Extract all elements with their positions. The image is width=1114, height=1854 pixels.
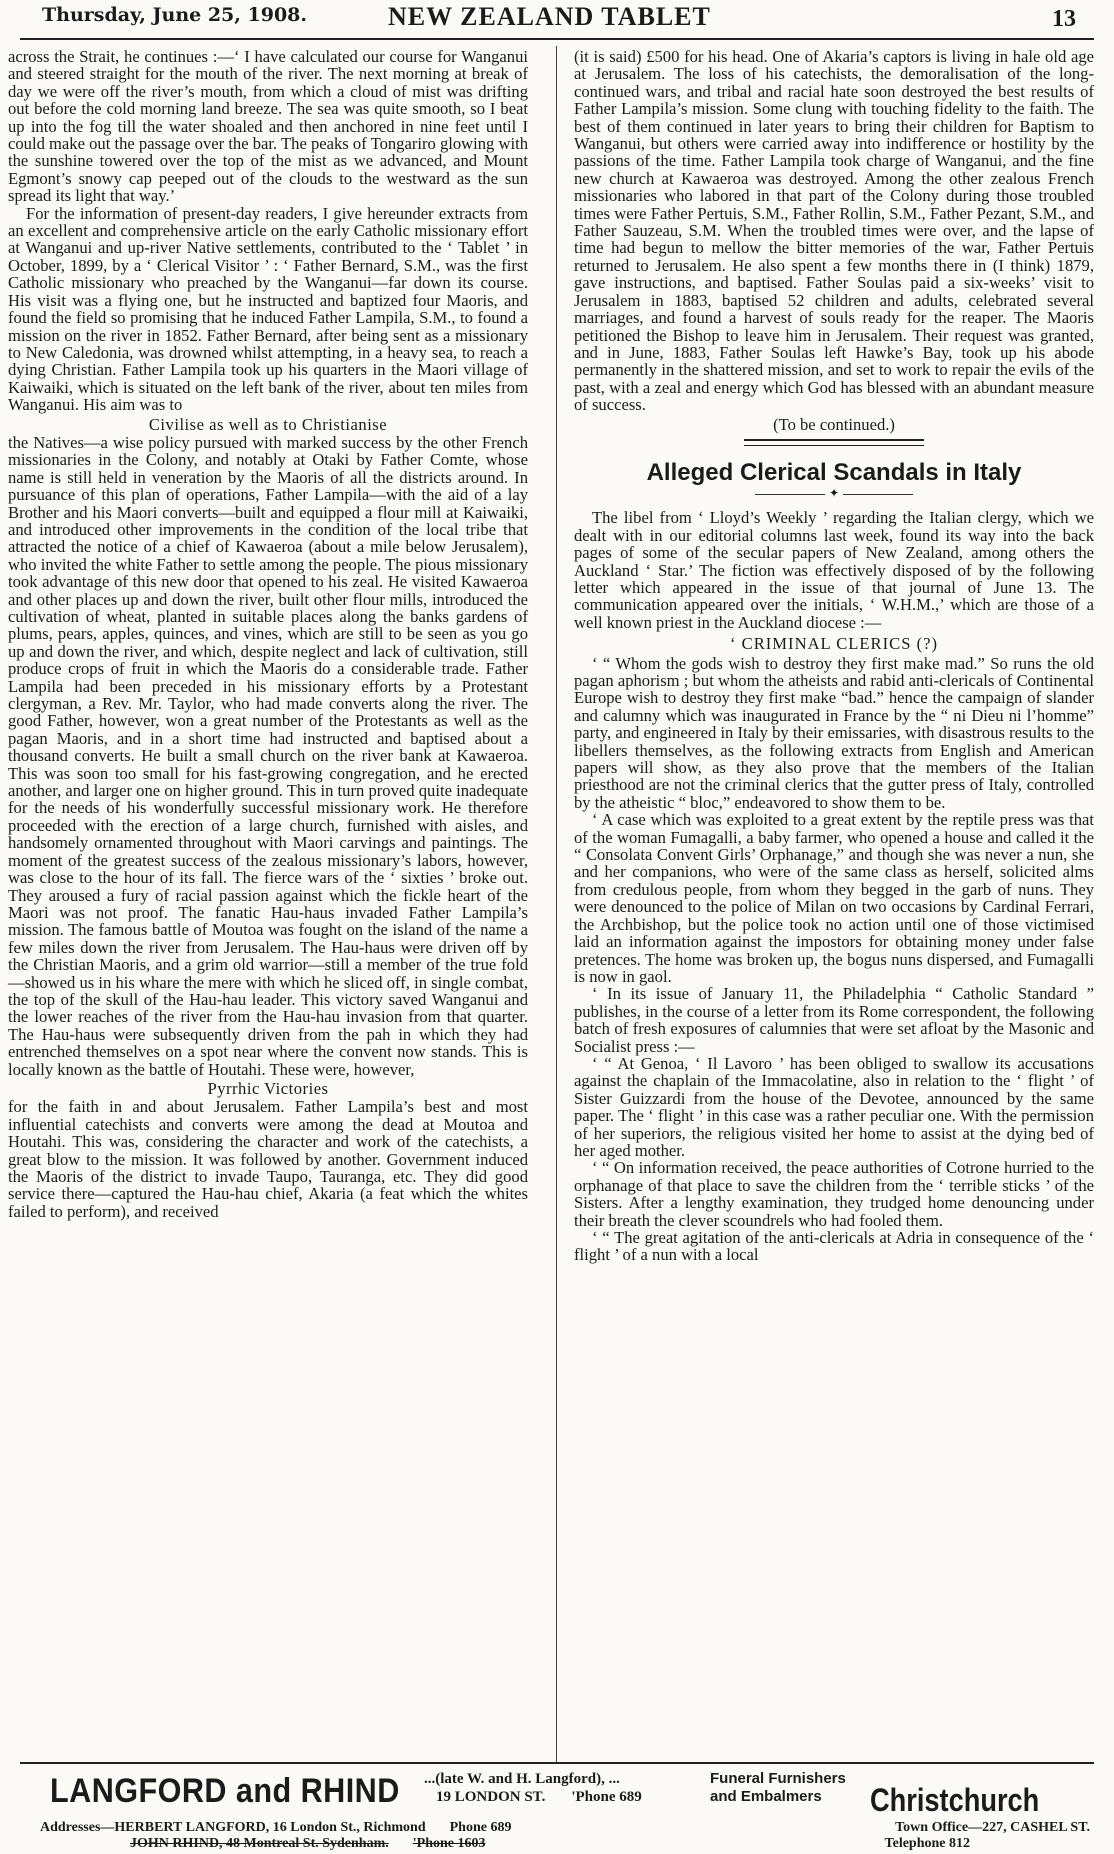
advert-late-line: ...(late W. and H. Langford), ... [424, 1771, 620, 1787]
issue-date: Thursday, June 25, 1908. [42, 4, 308, 26]
advertisement [20, 1766, 1094, 1854]
advert-address-text: JOHN RHIND, 48 Montreal St. Sydenham. [130, 1836, 389, 1851]
advert-previous-firm [424, 1770, 642, 1806]
continued-note: (To be continued.) [773, 414, 895, 434]
article-subheading: Civilise as well as to Christianise [148, 414, 388, 434]
letter-title: ‘ CRIMINAL CLERICS (?) [729, 634, 939, 654]
advert-town-office [710, 1820, 1090, 1852]
advert-service-line: Funeral Furnishers [710, 1770, 846, 1787]
article-paragraph: across the Strait, he continues :—‘ I have calculated our course for Wanganui and steered straight for the mouth of the river. The next morning at break of day we were off the river’s mouth, from which a cloud of mist was drifting out before the cold morning land breeze. The sea was quite smooth, so I beat up into the fog till the water shoaled and then anchored in nine feet until I could make out the passage over the bar. The peaks of Tongariro glowing with the sunshine towered over the top of the mist as we advanced, and Mount Egmont’s snowy cap peeped out of the clouds to the westward as the sun spread its light that way.’ [8, 47, 528, 206]
advert-address-text: Addresses—HERBERT LANGFORD, 16 London St., Richmond [40, 1820, 426, 1835]
masthead [20, 0, 1094, 40]
article-paragraph: (it is said) £500 for his head. One of Akaria’s captors is living in hale old age at Jerusalem. The loss of his catechists, the demoralisation of the long-continued wars, and tribal and racial hate soon destroyed the best results of Father Lampila’s mission. Some clung with touching fidelity to the faith. The best of them continued in later years to bring their children for Baptism to Wanganui, but others were carried away into indifference or hostility by the passions of the time. Father Lampila took charge of Wanganui, and the fine new church at Kawaeroa was destroyed. Among the other zealous French missionaries who labored in that part of the Colony during those troubled times were Father Pertuis, S.M., Father Rollin, S.M., Father Pezant, S.M., and Father Sauzeau, S.M. When the troubled times were over, and the lapse of time had begun to mellow the bitter memories of the war, Father Pertuis returned to Jerusalem. He also spent a few months there in (I think) 1879, gave instructions, and baptised. Father Soulas paid a six-weeks’ visit to Jerusalem in 1883, baptised 52 children and adults, celebrated several marriages, and found a harvest of souls ready for the reaper. The Maoris petitioned the Bishop to leave him in Jerusalem. Their request was granted, and in June, 1883, Father Soulas left Hawke’s Bay, took up his abode permanently in the shattered mission, and set to work to repair the evils of the past, with a zeal and energy which God has blessed with an abundant measure of success. [574, 47, 1094, 415]
advert-services [710, 1770, 846, 1806]
advert-telephone: Telephone 812 [884, 1836, 970, 1851]
article-paragraph: the Natives—a wise policy pursued with marked success by the other French missionaries in the Colony, and notably at Otaki by Father Comte, whose name is still held in veneration by the Maoris of all the districts around. In pursuance of this plan of operations, Father Lampila—with the aid of a lay Brother and his Maori converts—built and equipped a flour mill at Kaiwaiki, and introduced other improvements in the condition of the local tribe that attracted the notice of a chief of Kawaeroa (about a mile below Jerusalem), who invited the white Father to settle among the people. The pious missionary took advantage of this new door that opened to his zeal. He visited Kawaeroa and other places up and down the river, built other flour mills, introduced the cultivation of wheat, planted in suitable places along the banks gardens of plums, pears, apples, quinces, and vines, which are still to be seen as you go up and down the river, and which, despite neglect and lack of cultivation, still produce crops of fruit in which the Maoris do a considerable trade. Father Lampila had been preceded in his missionary efforts by a Protestant clergyman, a Rev. Mr. Taylor, who had made converts along the river. The good Father, however, won a great number of the Protestants as well as the pagan Maoris, and in a short time had instructed and baptised about a thousand converts. He built a small church on the river bank at Kawaeroa. This was soon too small for his fast-growing congregation, and he erected another, and larger one on higher ground. This in turn proved quite inadequate for the needs of his wonderfully successful missionary work. He therefore proceeded with the erection of a large church, furnished with aisles, and handsomely ornamented throughout with Maori carvings and paintings. The moment of the greatest success of the zealous missionary’s labors, however, was close to the hour of its fall. The fierce wars of the ‘ sixties ’ broke out. They aroused a fury of racial passion against which the fickle heart of the Maori was not proof. The fanatic Hau-haus invaded Father Lampila’s mission. The famous battle of Moutoa was fought on the island of the name a few miles down the river from Jerusalem. The Hau-haus were driven off by the Christian Maoris, and a grim old warrior—still a member of the true fold—showed us in his whare the mere with which he sliced off, in single combat, the top of the skull of the Hau-hau leader. This victory saved Wanganui and the lower reaches of the river from the Hau-hau invasion from that quarter. The Hau-haus were subsequently driven from the pah in which they had entrenched themselves on a spot near where the convent now stands. This is locally known as the battle of Houtahi. These were, however, [8, 432, 528, 1079]
advert-service-line: and Embalmers [710, 1788, 822, 1805]
advert-address-line [40, 1820, 511, 1836]
advert-addresses [40, 1820, 511, 1852]
article-paragraph: ‘ “ At Genoa, ‘ Il Lavoro ’ has been obliged to swallow its accusations against the chaplain of the Immacolatine, also in relation to the ‘ flight ’ of Sister Guizzardi from the house of the Devotee, announced by the same paper. The ‘ flight ’ in this case was a rather peculiar one. With the permission of her superiors, the religious visited her home to assist at the dying bed of her aged mother. [574, 1053, 1094, 1160]
ornament-divider: ✦ [574, 487, 1094, 499]
article-paragraph: ‘ In its issue of January 11, the Philadelphia “ Catholic Standard ” publishes, in the course of a letter from its Rome correspondent, the following batch of fresh exposures of calumnies that were set afloat by the Masonic and Socialist press :— [574, 984, 1094, 1056]
advert-address-line [40, 1836, 511, 1852]
article-paragraph: ‘ “ On information received, the peace authorities of Cotrone hurried to the orphanage of that place to save the children from the ‘ terrible sticks ’ of the Sisters. After a lengthy examination, they trudged home denouncing under their breath the clever scoundrels who had fooled them. [574, 1158, 1094, 1230]
article-heading: Alleged Clerical Scandals in Italy [646, 458, 1022, 486]
article-paragraph: ‘ “ The great agitation of the anti-clericals at Adria in consequence of the ‘ flight ’ of a nun with a local [574, 1228, 1094, 1265]
column-divider [556, 46, 557, 1762]
advert-city: Christchurch [870, 1782, 1040, 1818]
page-number: 13 [1052, 6, 1076, 32]
advert-town-line: Town Office—227, CASHEL ST. [895, 1820, 1090, 1835]
article-paragraph: The libel from ‘ Lloyd’s Weekly ’ regarding the Italian clergy, which we dealt with in our editorial columns last week, found its way into the back pages of some of the secular papers of New Zealand, among others the Auckland ‘ Star.’ The fiction was effectively disposed of by the following letter which appeared in the issue of that journal of June 13. The communication appeared over the initials, ‘ W.H.M.,’ which are those of a well known priest in the Auckland diocese :— [574, 508, 1094, 632]
advert-firm-name: LANGFORD and RHIND [50, 1772, 400, 1810]
left-column [8, 48, 528, 1220]
article-paragraph: ‘ “ Whom the gods wish to destroy they first make mad.” So runs the old pagan aphorism ; but whom the atheists and rabid anti-clericals of Continental Europe wish to destroy they first make “bad.” hence the campaign of slander and calumny which was inaugurated in France by the “ ni Dieu ni l’homme” party, and engineered in Italy by their emissaries, with disastrous results to the libellers themselves, as the following extracts from English and American papers will show, as they also prove that the members of the Italian priesthood are not the criminal clerics that the gutter press of Italy, controlled by the atheistic “ bloc,” endeavored to show them to be. [574, 653, 1094, 812]
newspaper-title: NEW ZEALAND TABLET [388, 2, 711, 31]
advert-address-phone: Phone 689 [449, 1820, 512, 1835]
article-separator-rule [744, 439, 924, 446]
article-subheading: Pyrrhic Victories [207, 1078, 329, 1098]
advert-street: 19 LONDON ST. [436, 1789, 546, 1805]
article-paragraph: for the faith in and about Jerusalem. Father Lampila’s best and most influential catechists and converts were among the dead at Moutoa and Houtahi. This was, considering the character and work of the catechists, a great blow to the mission. It was followed by another. Government induced the Maoris of the district to invade Taupo, Tauranga, etc. They did good service there—captured the Hau-hau chief, Akaria (a feat which the whites failed to perform), and received [8, 1097, 528, 1221]
article-paragraph: For the information of present-day readers, I give hereunder extracts from an excellent and comprehensive article on the early Catholic missionary effort at Wanganui and up-river Native settlements, contributed to the ‘ Tablet ’ in October, 1899, by a ‘ Clerical Visitor ’ : ‘ Father Bernard, S.M., was the first Catholic missionary who preached by the Wanganui—far down its course. His visit was a flying one, but he instructed and baptized four Maoris, and found the field so promising that he induced Father Lampila, S.M., to found a mission on the river in 1852. Father Bernard, after being sent as a missionary to New Caledonia, was drowned whilst attempting, in a heavy sea, to reach a dying Christian. Father Lampila took up his quarters in the Maori village of Kaiwaiki, which is situated on the left bank of the river, about ten miles from Wanganui. His aim was to [8, 203, 528, 415]
advert-rule [20, 1762, 1094, 1764]
right-column [574, 48, 1094, 1264]
advert-address-phone: 'Phone 1603 [412, 1836, 486, 1851]
advert-street-line [424, 1788, 642, 1806]
advert-phone: 'Phone 689 [571, 1789, 642, 1805]
article-paragraph: ‘ A case which was exploited to a great extent by the reptile press was that of the woman Fumagalli, a baby farmer, who opened a house and called it the “ Consolata Convent Girls’ Orphanage,” and though she was never a nun, she and her companions, who were of the same class as herself, solicited alms from credulous people, from whom they begged in the garb of nuns. They were denounced to the police of Milan on two occasions by Cardinal Ferrari, the Archbishop, but the police took no action until one of those victimised laid an information against the impostors for obtaining money under false pretences. The home was broken up, the bogus nuns dispersed, and Fumagalli is now in gaol. [574, 810, 1094, 986]
